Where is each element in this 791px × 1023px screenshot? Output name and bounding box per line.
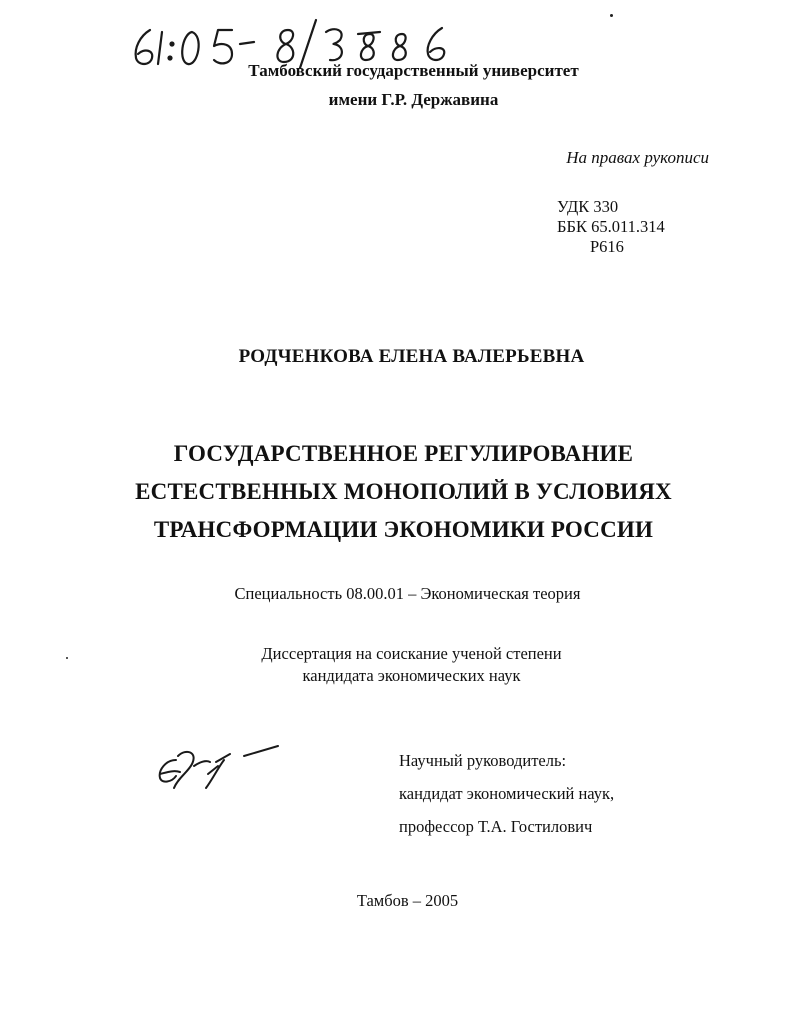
title-line-3: ТРАНСФОРМАЦИИ ЭКОНОМИКИ РОССИИ bbox=[153, 517, 654, 542]
scan-speck bbox=[610, 14, 613, 17]
dissertation-title bbox=[8, 435, 791, 549]
degree-line-1: Диссертация на соискание ученой степени bbox=[261, 644, 562, 663]
bbk-code: ББК 65.011.314 bbox=[557, 217, 665, 236]
advisor-name: профессор Т.А. Гостилович bbox=[399, 817, 593, 836]
university-header bbox=[18, 61, 791, 81]
handwritten-signature bbox=[148, 738, 288, 798]
university-named-after: имени Г.Р. Державина bbox=[328, 90, 499, 109]
university-name: Тамбовский государственный университет bbox=[248, 61, 579, 80]
udk-code: УДК 330 bbox=[557, 197, 619, 216]
scientific-advisor bbox=[399, 744, 614, 843]
manuscript-rights-note: На правах рукописи bbox=[566, 148, 709, 167]
degree-line-2: кандидата экономических наук bbox=[302, 666, 521, 685]
author-sign-code: Р616 bbox=[590, 237, 624, 256]
author-name: РОДЧЕНКОВА ЕЛЕНА ВАЛЕРЬЕВНА bbox=[238, 346, 585, 367]
advisor-heading: Научный руководитель: bbox=[399, 751, 567, 770]
degree-statement bbox=[16, 643, 791, 687]
university-subtitle bbox=[18, 90, 791, 110]
city-year: Тамбов – 2005 bbox=[356, 891, 459, 910]
title-line-2: ЕСТЕСТВЕННЫХ МОНОПОЛИЙ В УСЛОВИЯХ bbox=[135, 479, 672, 504]
classification-codes bbox=[557, 197, 665, 257]
advisor-degree: кандидат экономический наук, bbox=[399, 784, 615, 803]
title-line-1: ГОСУДАРСТВЕННОЕ РЕГУЛИРОВАНИЕ bbox=[173, 441, 634, 466]
specialty: Специальность 08.00.01 – Экономическая теория bbox=[234, 584, 581, 603]
